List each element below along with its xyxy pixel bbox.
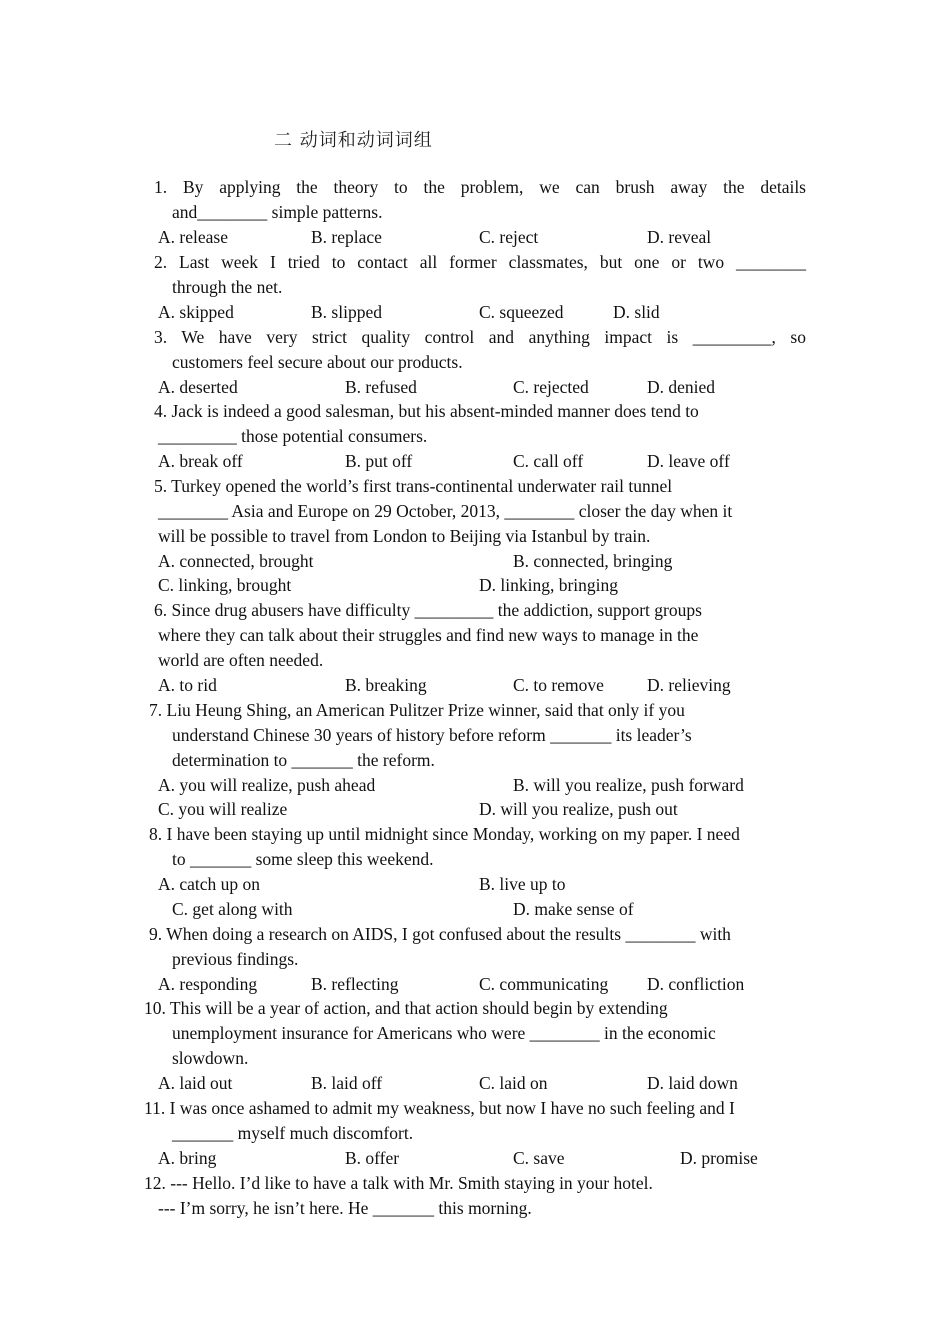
q6-stem-line-2: where they can talk about their struggles and find new ways to manage in the [158, 625, 699, 645]
q11-stem-line-1: 11. I was once ashamed to admit my weakness, but now I have no such feeling and I [144, 1098, 735, 1118]
q1-stem-line-2: and________ simple patterns. [172, 202, 383, 222]
q5-option-c: C. linking, brought [158, 575, 292, 595]
q10-option-c: C. laid on [479, 1073, 548, 1093]
q3-option-d: D. denied [647, 377, 716, 397]
section-title: 二 动词和动词词组 [274, 130, 433, 151]
q5-stem-line-1: 5. Turkey opened the world’s first trans-continental underwater rail tunnel [154, 476, 673, 496]
q6-option-b: B. breaking [345, 675, 427, 695]
q11-option-a: A. bring [158, 1148, 217, 1168]
q4-option-a: A. break off [158, 451, 243, 471]
q7-stem-line-2: understand Chinese 30 years of history before reform _______ its leader’s [172, 725, 692, 745]
q7-stem-line-1: 7. Liu Heung Shing, an American Pulitzer Prize winner, said that only if you [149, 700, 685, 720]
q2-stem-line-2: through the net. [172, 277, 283, 297]
q3-option-a: A. deserted [158, 377, 238, 397]
q2-stem-line-1: 2. Last week I tried to contact all former classmates, but one or two ________ [154, 252, 806, 272]
q2-option-a: A. skipped [158, 302, 234, 322]
q2-option-b: B. slipped [311, 302, 382, 322]
q7-option-b: B. will you realize, push forward [513, 775, 744, 795]
q9-option-c: C. communicating [479, 974, 609, 994]
q6-stem-line-1: 6. Since drug abusers have difficulty _________ the addiction, support groups [154, 600, 702, 620]
q10-option-d: D. laid down [647, 1073, 738, 1093]
q2-option-d: D. slid [613, 302, 660, 322]
q11-option-b: B. offer [345, 1148, 400, 1168]
q9-stem-line-1: 9. When doing a research on AIDS, I got confused about the results ________ with [149, 924, 731, 944]
q11-option-d: D. promise [680, 1148, 758, 1168]
q7-option-a: A. you will realize, push ahead [158, 775, 376, 795]
q3-stem-line-2: customers feel secure about our products. [172, 352, 463, 372]
q12-stem-line-1: 12. --- Hello. I’d like to have a talk with Mr. Smith staying in your hotel. [144, 1173, 653, 1193]
q5-stem-line-3: will be possible to travel from London to Beijing via Istanbul by train. [158, 526, 651, 546]
q6-option-a: A. to rid [158, 675, 217, 695]
q8-option-d: D. make sense of [513, 899, 634, 919]
q8-stem-line-2: to _______ some sleep this weekend. [172, 849, 434, 869]
q7-option-c: C. you will realize [158, 799, 288, 819]
q7-option-d: D. will you realize, push out [479, 799, 678, 819]
q4-stem-line-1: 4. Jack is indeed a good salesman, but his absent-minded manner does tend to [154, 401, 699, 421]
q10-stem-line-2: unemployment insurance for Americans who were ________ in the economic [172, 1023, 716, 1043]
q6-option-d: D. relieving [647, 675, 731, 695]
q8-option-b: B. live up to [479, 874, 566, 894]
q2-option-c: C. squeezed [479, 302, 564, 322]
q1-option-a: A. release [158, 227, 228, 247]
q12-stem-line-2: --- I’m sorry, he isn’t here. He _______ this morning. [158, 1198, 532, 1218]
q4-option-c: C. call off [513, 451, 584, 471]
q1-option-b: B. replace [311, 227, 382, 247]
q9-option-a: A. responding [158, 974, 258, 994]
q10-option-b: B. laid off [311, 1073, 383, 1093]
q10-stem-line-3: slowdown. [172, 1048, 249, 1068]
q1-option-c: C. reject [479, 227, 539, 247]
q8-stem-line-1: 8. I have been staying up until midnight since Monday, working on my paper. I need [149, 824, 740, 844]
q9-option-b: B. reflecting [311, 974, 399, 994]
q10-stem-line-1: 10. This will be a year of action, and that action should begin by extending [144, 998, 668, 1018]
q4-option-d: D. leave off [647, 451, 730, 471]
q9-stem-line-2: previous findings. [172, 949, 299, 969]
q10-option-a: A. laid out [158, 1073, 233, 1093]
q5-option-d: D. linking, bringing [479, 575, 619, 595]
q9-option-d: D. confliction [647, 974, 745, 994]
q4-stem-line-2: _________ those potential consumers. [158, 426, 428, 446]
q11-option-c: C. save [513, 1148, 565, 1168]
q5-option-b: B. connected, bringing [513, 551, 673, 571]
q8-option-a: A. catch up on [158, 874, 261, 894]
q1-option-d: D. reveal [647, 227, 712, 247]
q3-stem-line-1: 3. We have very strict quality control and anything impact is _________, so [154, 327, 806, 347]
q8-option-c: C. get along with [172, 899, 293, 919]
q3-option-c: C. rejected [513, 377, 589, 397]
q5-option-a: A. connected, brought [158, 551, 314, 571]
q1-stem-line-1: 1. By applying the theory to the problem, we can brush away the details [154, 177, 806, 197]
q7-stem-line-3: determination to _______ the reform. [172, 750, 435, 770]
q11-stem-line-2: _______ myself much discomfort. [172, 1123, 414, 1143]
q4-option-b: B. put off [345, 451, 413, 471]
q3-option-b: B. refused [345, 377, 417, 397]
q6-stem-line-3: world are often needed. [158, 650, 324, 670]
q5-stem-line-2: ________ Asia and Europe on 29 October, 2013, ________ closer the day when it [158, 501, 733, 521]
q6-option-c: C. to remove [513, 675, 604, 695]
